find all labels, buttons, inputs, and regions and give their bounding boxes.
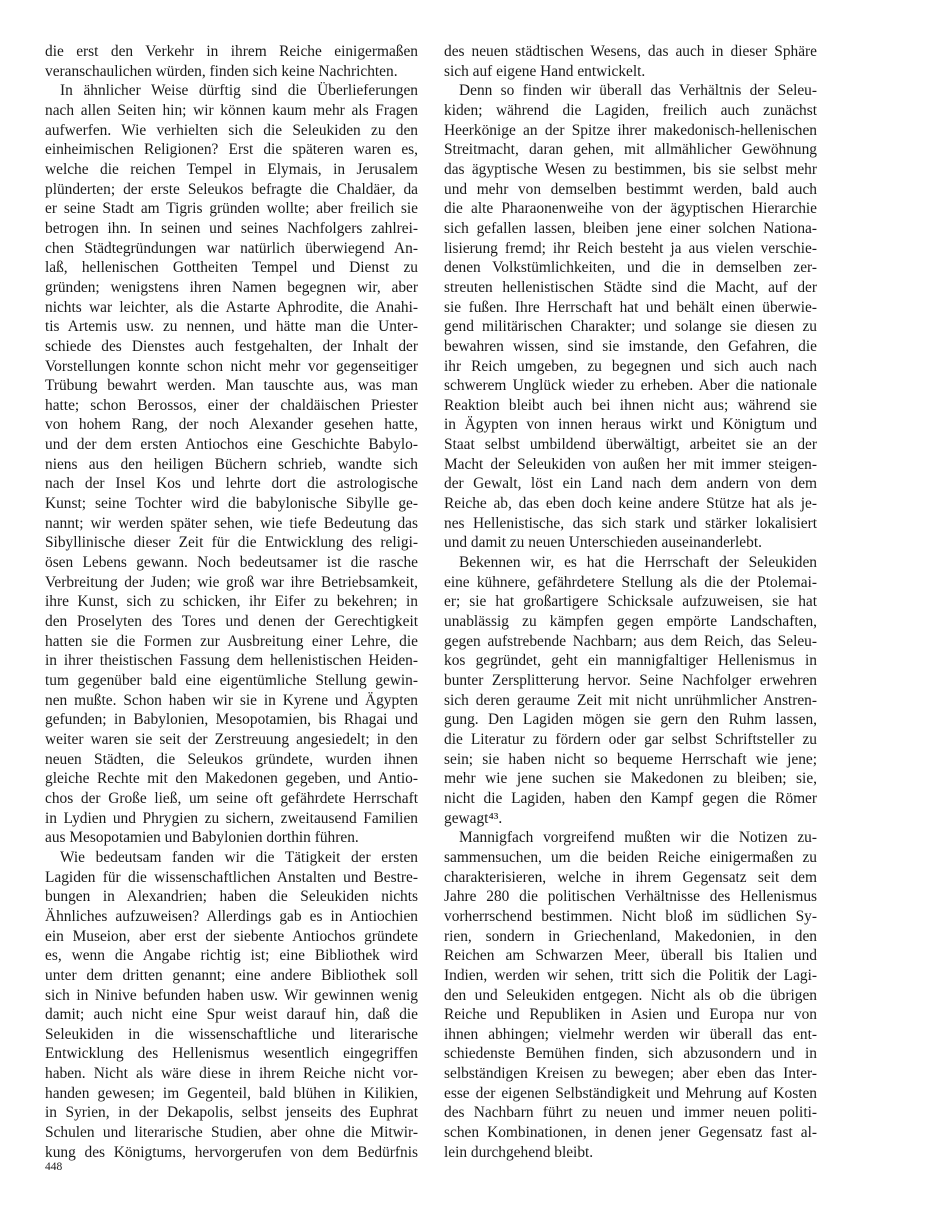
line-text: nach allen Seiten hin; wir können kaum mehr als Fragen	[45, 101, 418, 119]
paragraph	[45, 848, 418, 1163]
text-line	[45, 769, 418, 789]
paragraph	[444, 553, 817, 828]
line-text: damit; auch nicht eine Spur weist darauf hin, daß die	[45, 1006, 418, 1024]
line-text: Reaktion bleibt auch bei ihnen nicht aus; während sie	[444, 396, 817, 414]
line-text: haben. Nicht als wäre diese in ihrem Reiche nicht vor-	[45, 1065, 418, 1083]
line-text: aufwerfen. Wie verhielten sich die Seleukiden zu den	[45, 121, 418, 139]
line-text: hatte; schon Berossos, einer der chaldäischen Priester	[45, 396, 418, 414]
line-text: gend militärischen Charakter; und solange sie diesen zu	[444, 318, 817, 336]
line-text: denen Volkstümlichkeiten, und die in demselben zer-	[444, 259, 817, 277]
text-line	[45, 887, 418, 907]
text-line	[444, 62, 817, 82]
line-text: unablässig zu kämpfen gegen empörte Landschaften,	[444, 613, 817, 631]
text-line	[444, 533, 817, 553]
line-text: in ihrer theistischen Fassung dem hellenistischen Heiden-	[45, 652, 418, 670]
text-line	[45, 180, 418, 200]
text-line	[444, 455, 817, 475]
text-line	[45, 1123, 418, 1143]
text-line	[444, 298, 817, 318]
line-text: Bekennen wir, es hat die Herrschaft der Seleukiden	[459, 554, 817, 572]
text-line	[444, 1025, 817, 1045]
text-line	[45, 789, 418, 809]
line-text: er seine Stadt am Tigris gründen wollte; aber freilich sie	[45, 200, 418, 218]
text-line	[444, 514, 817, 534]
line-text: mehr wie jene suchen sie Makedonen zu bleiben; sie,	[444, 770, 817, 788]
text-line	[45, 612, 418, 632]
page-number: 448	[45, 1161, 63, 1173]
line-text: und der dem ersten Antiochos eine Geschichte Babylo-	[45, 436, 418, 454]
line-text: sein; sie haben nicht so bequeme Herrschaft wie jene;	[444, 750, 817, 768]
text-line	[45, 1044, 418, 1064]
text-line	[444, 553, 817, 573]
line-text: Macht der Seleukiden von außen her mit immer steigen-	[444, 455, 817, 473]
text-line	[45, 278, 418, 298]
line-text: Verbreitung der Juden; wie groß war ihre Betriebsamkeit,	[45, 573, 418, 591]
line-text: plünderten; der erste Seleukos befragte die Chaldäer, da	[45, 180, 418, 198]
text-line	[45, 533, 418, 553]
line-text: lein durchgehend bleibt.	[444, 1143, 594, 1161]
line-text: bungen in Alexandrien; haben die Seleukiden nichts	[45, 888, 418, 906]
text-line	[45, 750, 418, 770]
text-block	[45, 42, 817, 1162]
text-line	[444, 239, 817, 259]
text-line	[45, 514, 418, 534]
line-text: es, wenn die Angabe richtig ist; eine Bibliothek wird	[45, 947, 418, 965]
line-text: Heerkönige an der Spitze ihrer makedonisch-hellenischen	[444, 121, 817, 139]
text-line	[444, 357, 817, 377]
text-line	[444, 337, 817, 357]
line-text: schen Kombinationen, in denen jener Gegensatz fast al-	[444, 1124, 817, 1142]
text-line	[45, 140, 418, 160]
line-text: ösen Lebens gewann. Noch bedeutsamer ist die rasche	[45, 554, 418, 572]
text-line	[45, 455, 418, 475]
text-line	[444, 612, 817, 632]
line-text: nes Hellenistische, das sich stark und stärker lokalisiert	[444, 514, 817, 532]
text-line	[444, 691, 817, 711]
line-text: schiede des Dienstes auch festgehalten, der Inhalt der	[45, 337, 418, 355]
line-text: nach der Insel Kos und lehrte dort die astrologische	[45, 475, 418, 493]
text-line	[45, 553, 418, 573]
text-line	[45, 101, 418, 121]
text-line	[444, 317, 817, 337]
text-line	[45, 710, 418, 730]
line-text: aus Mesopotamien und Babylonien dorthin führen.	[45, 829, 359, 847]
line-text: Entwicklung des Hellenismus wesentlich eingegriffen	[45, 1045, 418, 1063]
text-line	[444, 710, 817, 730]
text-line	[45, 907, 418, 927]
line-text: streuten hellenistischen Städte sind die Macht, auf der	[444, 278, 817, 296]
line-text: gründen; wenigstens ihren Namen begegnen wir, aber	[45, 278, 418, 296]
line-text: in Syrien, in der Dekapolis, selbst jenseits des Euphrat	[45, 1104, 418, 1122]
text-line	[444, 671, 817, 691]
line-text: ihnen abhingen; vielmehr werden wir überall das ent-	[444, 1025, 817, 1043]
line-text: Vorstellungen konnte schon nicht mehr vor gegenseitiger	[45, 357, 418, 375]
paragraph	[45, 42, 418, 81]
line-text: den und Seleukiden entgegen. Nicht als ob die übrigen	[444, 986, 817, 1004]
line-text: nen mußte. Schon haben wir sie in Kyrene und Ägypten	[45, 691, 418, 709]
text-line	[45, 357, 418, 377]
text-line	[444, 887, 817, 907]
line-text: vorherrschend bestimmen. Nicht bloß im südlichen Sy-	[444, 907, 817, 925]
paragraph	[45, 81, 418, 848]
text-line	[444, 946, 817, 966]
text-line	[444, 474, 817, 494]
text-line	[444, 730, 817, 750]
text-line	[45, 809, 418, 829]
line-text: Sibyllinische dieser Zeit für die Entwicklung des religi-	[45, 534, 418, 552]
text-line	[45, 1025, 418, 1045]
text-line	[444, 750, 817, 770]
line-text: gegen aufstrebende Nachbarn; aus dem Reich, das Seleu-	[444, 632, 817, 650]
text-line	[45, 337, 418, 357]
text-line	[45, 1064, 418, 1084]
text-line	[444, 160, 817, 180]
paragraph	[444, 81, 817, 553]
text-line	[444, 769, 817, 789]
line-text: neuen Städten, die Seleukos gründete, wurden ihnen	[45, 750, 418, 768]
text-line	[45, 494, 418, 514]
line-text: Reiche und Republiken in Asien und Europa nur von	[444, 1006, 817, 1024]
text-line	[444, 121, 817, 141]
line-text: Jahre 280 die politischen Verhältnisse des Hellenismus	[444, 888, 817, 906]
line-text: Mannigfach vorgreifend mußten wir die Notizen zu-	[459, 829, 817, 847]
text-line	[444, 632, 817, 652]
line-text: schwerem Unglück wieder zu erheben. Aber die nationale	[444, 377, 817, 395]
line-text: Trübung bewahrt werden. Man tauschte aus, was man	[45, 377, 418, 395]
line-text: ihre Kunst, sich zu schicken, ihr Eifer zu bekehren; in	[45, 593, 418, 611]
line-text: ihr Reich umgeben, zu begegnen und sich auch nach	[444, 357, 817, 375]
text-line	[444, 828, 817, 848]
text-line	[45, 691, 418, 711]
text-line	[444, 415, 817, 435]
line-text: die erst den Verkehr in ihrem Reiche einigermaßen	[45, 43, 418, 60]
text-line	[45, 1103, 418, 1123]
text-line	[45, 199, 418, 219]
line-text: Reiche ab, das eben doch keine andere Stütze hat als je-	[444, 495, 817, 513]
line-text: niens aus den heiligen Büchern schrieb, wandte sich	[45, 455, 418, 473]
text-line	[45, 730, 418, 750]
line-text: sich in Ninive befunden haben usw. Wir gewinnen wenig	[45, 986, 418, 1004]
line-text: des Nachbarn führt zu neuen und immer neuen politi-	[444, 1104, 817, 1122]
text-line	[444, 651, 817, 671]
line-text: schiedenste Bemühen finden, sich abzusondern und in	[444, 1045, 817, 1063]
text-line	[45, 966, 418, 986]
line-text: Denn so finden wir überall das Verhältnis der Seleu-	[459, 82, 817, 100]
text-line	[45, 828, 418, 848]
line-text: In ähnlicher Weise dürftig sind die Überlieferungen	[60, 82, 418, 100]
text-line	[444, 494, 817, 514]
line-text: bewahren wissen, sind sie imstande, den Gefahren, die	[444, 337, 817, 355]
line-text: welche die reichen Tempel in Elymais, in Jerusalem	[45, 160, 418, 178]
text-line	[444, 1084, 817, 1104]
text-line	[45, 946, 418, 966]
text-line	[444, 258, 817, 278]
text-line	[444, 927, 817, 947]
text-line	[45, 258, 418, 278]
line-text: bunter Zersplitterung hervor. Seine Nachfolger erwehren	[444, 672, 817, 689]
paragraph	[444, 42, 817, 81]
line-text: handen gewesen; im Gegenteil, bald blühen in Kilikien,	[45, 1084, 418, 1102]
line-text: das ägyptische Wesen zu bestimmen, bis sie selbst mehr	[444, 160, 817, 178]
text-line	[444, 1123, 817, 1143]
text-line	[444, 809, 817, 829]
text-line	[45, 298, 418, 318]
text-line	[45, 868, 418, 888]
text-line	[444, 592, 817, 612]
line-text: den Proselyten des Tores und denen der Gerechtigkeit	[45, 613, 418, 631]
line-text: lisierung fremd; ihr Reich besteht ja aus vielen verschie-	[444, 239, 817, 257]
text-line	[444, 868, 817, 888]
text-line	[45, 632, 418, 652]
line-text: chen Städtegründungen war natürlich überwiegend An-	[45, 239, 418, 257]
line-text: chos der Große ließ, um seine oft gefährdete Herrschaft	[45, 789, 418, 807]
line-text: er; sie hat großartigere Schicksale aufzuweisen, sie hat	[444, 593, 817, 611]
line-text: gung. Den Lagiden mögen sie gern den Ruhm lassen,	[444, 711, 817, 729]
line-text: sich deren geraume Zeit mit nicht unrühmlicher Anstren-	[444, 691, 817, 709]
line-text: gefunden; in Babylonien, Mesopotamien, bis Rhagai und	[45, 711, 418, 729]
text-line	[45, 671, 418, 691]
text-line	[444, 848, 817, 868]
line-text: esse der eigenen Selbständigkeit und Mehrung auf Kosten	[444, 1084, 817, 1102]
line-text: Lagiden für die wissenschaftlichen Anstalten und Bestre-	[45, 868, 418, 886]
line-text: sammensuchen, um die beiden Reiche einigermaßen zu	[444, 848, 817, 866]
line-text: laß, hellenischen Gottheiten Tempel und Dienst zu	[45, 259, 418, 277]
line-text: Ähnliches aufzuweisen? Allerdings gab es in Antiochien	[45, 907, 418, 925]
line-text: einheimischen Religionen? Erst die späteren waren es,	[45, 141, 418, 159]
line-text: sich auf eigene Hand entwickelt.	[444, 62, 646, 80]
text-line	[444, 101, 817, 121]
line-text: und damit zu neuen Unterschieden auseinanderlebt.	[444, 534, 762, 552]
text-line	[45, 1084, 418, 1104]
line-text: kung des Königtums, hervorgerufen von dem Bedürfnis	[45, 1143, 418, 1161]
line-text: in Ägypten von innen heraus wirkt und Königtum und	[444, 416, 817, 434]
line-text: Wie bedeutsam fanden wir die Tätigkeit der ersten	[60, 848, 418, 866]
text-line	[444, 1143, 817, 1163]
text-line	[444, 278, 817, 298]
text-line	[45, 376, 418, 396]
line-text: eine kühnere, gefährdetere Stellung als die der Ptolemai-	[444, 573, 817, 591]
line-text: gewagt⁴³.	[444, 809, 503, 827]
text-line	[45, 317, 418, 337]
line-text: Kunst; seine Tochter wird die babylonische Sibylle ge-	[45, 495, 418, 513]
text-line	[45, 592, 418, 612]
text-line	[45, 42, 418, 62]
text-line	[45, 396, 418, 416]
text-line	[444, 219, 817, 239]
paragraph	[444, 828, 817, 1162]
line-text: ein Museion, aber erst der siebente Antiochos gründete	[45, 927, 418, 945]
text-line	[444, 180, 817, 200]
line-text: des neuen städtischen Wesens, das auch in dieser Sphäre	[444, 43, 817, 60]
text-line	[45, 62, 418, 82]
text-line	[444, 907, 817, 927]
text-line	[45, 219, 418, 239]
line-text: die Literatur zu fördern oder gar selbst Schriftsteller zu	[444, 730, 817, 748]
line-text: rien, sondern in Griechenland, Makedonien, in den	[444, 927, 817, 945]
text-line	[45, 474, 418, 494]
line-text: kos gegründet, geht ein mannigfaltiger Hellenismus in	[444, 652, 817, 670]
line-text: in Lydien und Phrygien zu sichern, zweitausend Familien	[45, 809, 418, 827]
line-text: charakterisieren, welche in ihrem Gegensatz seit dem	[444, 868, 817, 886]
line-text: Seleukiden in die wissenschaftliche und literarische	[45, 1025, 418, 1043]
text-line	[444, 376, 817, 396]
line-text: die alte Pharaonenweihe von der ägyptischen Hierarchie	[444, 200, 817, 218]
text-line	[45, 1005, 418, 1025]
text-line	[45, 239, 418, 259]
left-column	[45, 42, 418, 1162]
line-text: unter dem dritten genannt; eine andere Bibliothek soll	[45, 966, 418, 984]
text-line	[45, 121, 418, 141]
text-line	[45, 986, 418, 1006]
line-text: betrogen ihn. In seinen und seines Nachfolgers zahlrei-	[45, 219, 418, 237]
text-line	[45, 848, 418, 868]
text-line	[45, 160, 418, 180]
text-line	[444, 986, 817, 1006]
text-line	[45, 927, 418, 947]
text-line	[444, 789, 817, 809]
text-line	[444, 966, 817, 986]
line-text: veranschaulichen würden, finden sich keine Nachrichten.	[45, 62, 398, 80]
text-line	[444, 396, 817, 416]
text-line	[444, 573, 817, 593]
text-line	[444, 1005, 817, 1025]
line-text: sie fußen. Ihre Herrschaft hat und behält einen überwie-	[444, 298, 817, 316]
line-text: tis Artemis usw. zu nennen, und hätte man die Unter-	[45, 318, 418, 336]
line-text: Streitmacht, daran gehen, mit allmählicher Gewöhnung	[444, 141, 817, 159]
line-text: Staat selbst umbildend überwältigt, arbeitet sie an der	[444, 436, 817, 454]
line-text: nicht die Lagiden, haben den Kampf gegen die Römer	[444, 789, 817, 807]
text-line	[45, 415, 418, 435]
line-text: hatten sie die Formen zur Ausbreitung einer Lehre, die	[45, 632, 418, 650]
line-text: und mehr von demselben bestimmt werden, bald auch	[444, 180, 817, 198]
line-text: selbständigen Kreisen zu bewegen; aber eben das Inter-	[444, 1065, 817, 1083]
text-line	[444, 199, 817, 219]
text-line	[45, 1143, 418, 1163]
text-line	[444, 1064, 817, 1084]
line-text: tum gegenüber bald eine eigentümliche Stellung gewin-	[45, 672, 418, 689]
line-text: Schulen und literarische Studien, aber ohne die Mitwir-	[45, 1124, 418, 1142]
text-line	[45, 81, 418, 101]
line-text: nichts war leichter, als die Astarte Aphrodite, die Anahi-	[45, 298, 418, 316]
line-text: weiter waren sie seit der Zerstreuung angesiedelt; in den	[45, 730, 418, 748]
line-text: Reichen am Schwarzen Meer, überall bis Italien und	[444, 947, 817, 965]
line-text: Indien, werden wir sehen, tritt sich die Politik der Lagi-	[444, 966, 817, 984]
line-text: der Gewalt, löst ein Land nach dem andern von dem	[444, 475, 817, 493]
text-line	[444, 1044, 817, 1064]
line-text: von hohem Rang, der noch Alexander gesehen hatte,	[45, 416, 418, 434]
text-line	[45, 573, 418, 593]
text-line	[444, 435, 817, 455]
text-line	[444, 42, 817, 62]
line-text: kiden; während die Lagiden, freilich auch zunächst	[444, 101, 817, 119]
line-text: gleiche Rechte mit den Makedonen gegeben, und Antio-	[45, 770, 418, 788]
text-line	[45, 651, 418, 671]
line-text: sich gefallen lassen, bleiben jene einer solchen Nationa-	[444, 219, 817, 237]
text-line	[444, 81, 817, 101]
text-line	[444, 1103, 817, 1123]
text-line	[444, 140, 817, 160]
right-column	[444, 42, 817, 1162]
line-text: nannt; wir werden später sehen, wie tiefe Bedeutung das	[45, 514, 418, 532]
text-line	[45, 435, 418, 455]
